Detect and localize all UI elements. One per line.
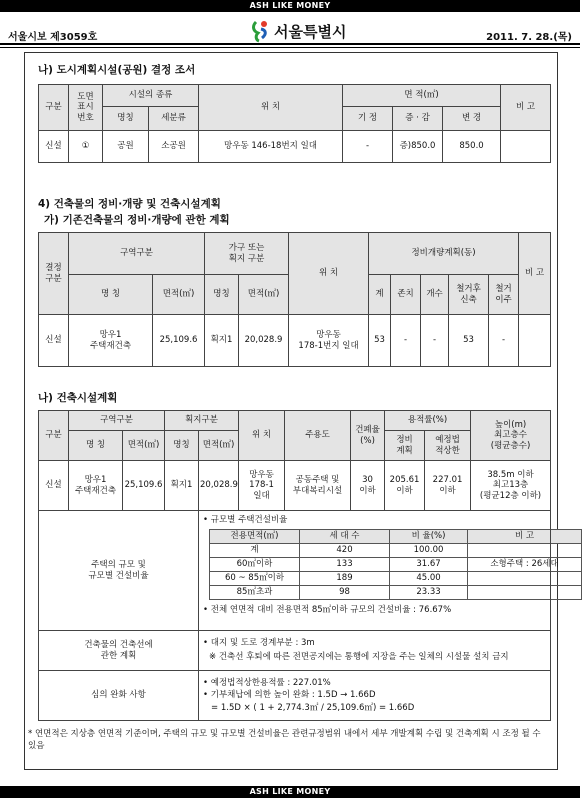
cell: 망우동 178-1 일대 [239,461,285,511]
scale-note: • 전체 연면적 대비 전용면적 85㎡이하 규모의 건설비율 : 76.67% [203,604,452,615]
cell: 획지1 [165,461,199,511]
th-category: 구분 [39,85,69,131]
cell: 420 [300,543,390,557]
th-map-number: 도면 표시 번호 [69,85,103,131]
relax-line-3: = 1.5D × ( 1 + 2,774.3㎡ / 25,109.6㎡) = 1.66D [211,702,415,713]
park-table [38,84,551,163]
existing-building-table [38,232,551,367]
cell: 획지1 [205,315,239,367]
relaxation-content [199,671,551,721]
cell: 189 [300,571,390,585]
th-category: 구분 [39,411,69,461]
header-rule-thin [0,47,580,48]
cell: 신설 [39,461,69,511]
building-line-content [199,631,551,671]
th-location: 위 치 [199,85,343,131]
issue-number: 서울시보 제3059호 [8,32,98,43]
header-rule [0,43,580,45]
cell: - [421,315,449,367]
cell: 망우1 주택재건축 [69,461,123,511]
section-building-title: 나) 건축시설계획 [38,392,118,404]
table-row [39,131,551,163]
cell: ① [69,131,103,163]
th-households: 세 대 수 [300,529,390,543]
cell: 계 [210,543,300,557]
th-zone: 구역구분 [69,233,205,275]
relax-line-2: • 기부채납에 의한 높이 완화 : 1.5D → 1.66D [203,690,376,701]
section-park-title: 나) 도시계획시설(공원) 결정 조서 [38,64,196,76]
cell: 소형주택 : 26세대 [468,557,582,571]
th-total: 계 [369,275,391,315]
cell: 소공원 [149,131,199,163]
table-row [39,461,551,511]
cell: 100.00 [390,543,468,557]
th-remarks: 비 고 [501,85,551,131]
cell: 53 [449,315,489,367]
cell: 공동주택 및 부대복리시설 [285,461,351,511]
th-area: 면적(㎡) [153,275,205,315]
relaxation-row [39,671,551,721]
th-far: 용적률(%) [385,411,471,431]
cell: 공원 [103,131,149,163]
cell: 망우동 146-18번지 일대 [199,131,343,163]
footnote: * 연면적은 지상층 연면적 기준이며, 주택의 규모 및 규모별 건설비율은 관련규정범위 내에서 세부 개발계획 수립 및 건축계획 시 조정 될 수 있음 [28,729,541,752]
cell: 30 이하 [351,461,385,511]
th-name: 명 칭 [69,275,153,315]
cell: 망우1 주택재건축 [69,315,153,367]
building-plan-table [38,410,559,721]
cell: 신설 [39,131,69,163]
th-area: 면적(㎡) [123,431,165,461]
building-line-row [39,631,551,671]
th-block: 획지구분 [165,411,239,431]
cell: 227.01 이하 [425,461,471,511]
relax-line-1: • 예정법적상한용적률 : 227.01% [203,677,331,688]
th-location: 위 치 [289,233,369,315]
scale-title: • 규모별 주택건설비율 [203,515,288,525]
table-row [210,585,582,599]
cell: 25,109.6 [153,315,205,367]
th-ratio: 비 율(%) [390,529,468,543]
cell [468,543,582,557]
cell: 31.67 [390,557,468,571]
cell: 23.33 [390,585,468,599]
top-banner: ASH LIKE MONEY [0,0,580,12]
table-row [210,571,582,585]
cell: 205.61 이하 [385,461,425,511]
logo-text: 서울특별시 [274,22,347,41]
cell: 60㎡이하 [210,557,300,571]
cell: 신설 [39,315,69,367]
th-remarks: 비 고 [519,233,551,315]
th-block-name: 명칭 [205,275,239,315]
th-keep: 존치 [391,275,421,315]
building-line-2: ※ 건축선 후퇴에 따른 전면공지에는 통행에 지장을 주는 일체의 시설물 설치 금지 [209,652,509,662]
housing-scale-content [199,511,559,631]
th-coverage: 건폐율 (%) [351,411,385,461]
table-row [210,557,582,571]
building-line-label: 건축물의 건축선에 관한 계획 [39,631,199,671]
th-existing: 기 정 [343,107,393,131]
th-decision: 결정 구분 [39,233,69,315]
cell: 850.0 [443,131,501,163]
th-exclusive-area: 전용면적(㎡) [210,529,300,543]
cell: 증)850.0 [393,131,443,163]
th-name: 명칭 [103,107,149,131]
th-block: 가구 또는 획지 구분 [205,233,289,275]
bottom-banner: ASH LIKE MONEY [0,786,580,798]
seoul-logo [250,20,346,42]
th-block-area: 면적(㎡) [239,275,289,315]
th-change: 증 · 감 [393,107,443,131]
issue-date: 2011. 7. 28.(목) [486,32,572,43]
building-line-1: • 대지 및 도로 경계부분 : 3m [203,638,315,649]
cell: - [391,315,421,367]
th-rebuild: 철거후 신축 [449,275,489,315]
section-existing-title: 가) 기존건축물의 정비·개량에 관한 계획 [44,214,230,226]
th-block-area: 면적(㎡) [199,431,239,461]
cell: 133 [300,557,390,571]
th-name: 명 칭 [69,431,123,461]
table-row [210,543,582,557]
th-modified: 변 경 [443,107,501,131]
cell: 85㎡초과 [210,585,300,599]
cell [468,585,582,599]
cell [468,571,582,585]
cell: 60 ~ 85㎡이하 [210,571,300,585]
th-repair: 개수 [421,275,449,315]
cell: 25,109.6 [123,461,165,511]
th-relocate: 철거 이주 [489,275,519,315]
seoul-symbol-icon [250,20,270,42]
th-location: 위 치 [239,411,285,461]
scale-inner-table [209,529,582,600]
housing-scale-label: 주택의 규모 및 규모별 건설비율 [39,511,199,631]
cell: 45.00 [390,571,468,585]
cell [501,131,551,163]
th-zone: 구역구분 [69,411,165,431]
cell: 망우동 178-1번지 일대 [289,315,369,367]
cell: - [489,315,519,367]
th-block-name: 명칭 [165,431,199,461]
th-facility-type: 시설의 종류 [103,85,199,107]
th-far-legal: 예정법 적상한 [425,431,471,461]
cell: 98 [300,585,390,599]
cell: - [343,131,393,163]
cell [519,315,551,367]
th-main-use: 주용도 [285,411,351,461]
housing-scale-row [39,511,551,631]
table-row [39,315,551,367]
th-plan: 정비개량계획(동) [369,233,519,275]
cell: 20,028.9 [239,315,289,367]
th-area: 면 적(㎡) [343,85,501,107]
cell: 20,028.9 [199,461,239,511]
relaxation-label: 심의 완화 사항 [39,671,199,721]
th-height: 높이(m) 최고층수 (평균층수) [471,411,551,461]
cell: 53 [369,315,391,367]
th-far-plan: 정비 계획 [385,431,425,461]
th-remarks: 비 고 [468,529,582,543]
th-subtype: 세분류 [149,107,199,131]
cell: 38.5m 이하 최고13층 (평균12층 이하) [471,461,551,511]
section-4-title: 4) 건축물의 정비·개량 및 건축시설계획 [38,198,221,210]
